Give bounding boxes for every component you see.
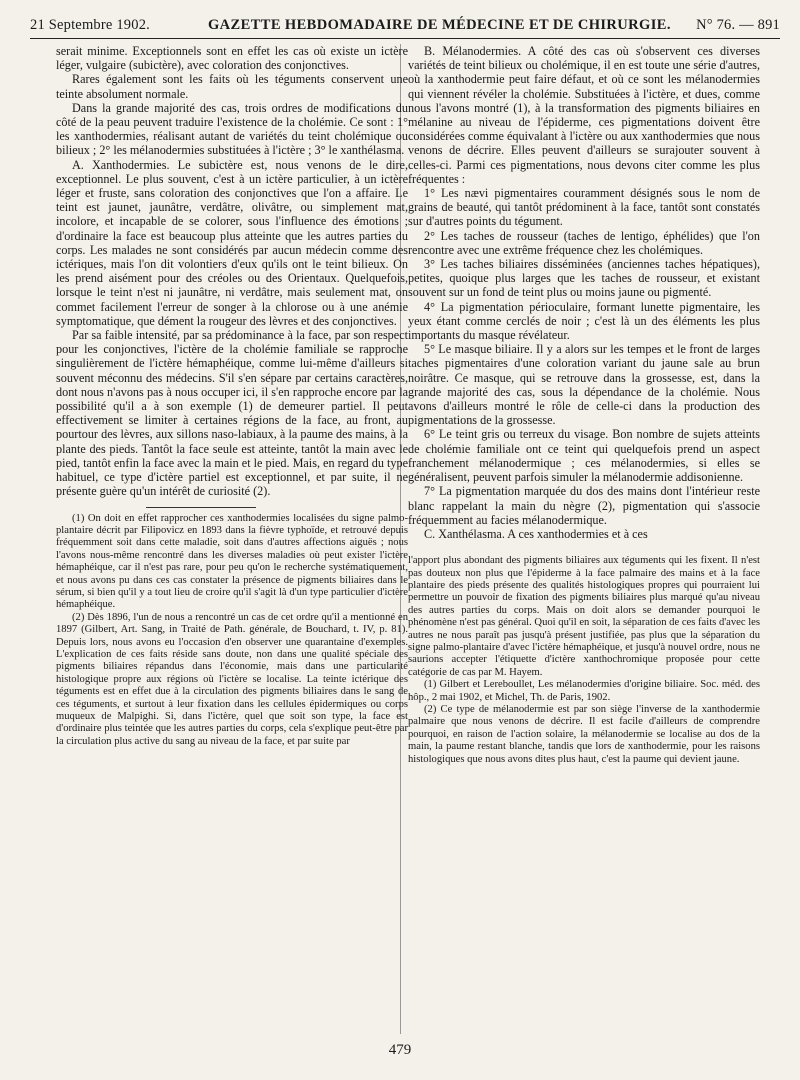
paragraph: A. Xanthodermies. Le subictère est, nous venons de le dire, exceptionnel. Le plus souvent, c'est à un ictère particulier, à un ictère léger et fruste, sans coloration des conjonctives que l'on a affaire. Le teint est jaunet, jaunâtre, verdâtre, olivâtre, ou simplement mat, incolore, et incapable de se colorer, sous l'influence des émotions ; d'ordinaire la face est beaucoup plus atteinte que les autres parties du corps. Les malades ne sont considérés par aucun médecin comme des ictériques, mais l'on dit volontiers d'eux qu'ils ont le teint bilieux. On les prend aisément pour des créoles ou des Orientaux. Quelquefois, lorsque le teint n'est ni jaunâtre, ni verdâtre, mais seulement mat, on commet facilement l'erreur de songer à la chlorose ou à une anémie symptomatique, que dément la rougeur des lèvres et des conjonctives.	[56, 157, 408, 328]
footnotes	[56, 513, 408, 749]
footnote: l'apport plus abondant des pigments biliaires aux téguments qui les fixent. Il n'est pas douteux non plus que l'épiderme à la face palmaire des mains et à la face plantaire des pieds présente des qualités histologiques propres qui pourraient lui permettre un pouvoir de fixation des pigments biliaires plus marqué qu'au niveau des autres parties du corps. Mais on doit alors se demander pourquoi le phénomène n'est pas général. Quoi qu'il en soit, la séparation de ces faits d'avec les autres ne nous paraît pas jusqu'à présent justifiée, pas plus que la séparation du signe palmo-plantaire d'avec l'ictère hémaphéique, et jusqu'à nouvel ordre, nous ne saurions accepter l'étiquette d'ictère xanthochromique proposée pour cette catégorie de cas par M. Hayem.	[408, 555, 760, 678]
paragraph: 1° Les nævi pigmentaires couramment désignés sous le nom de grains de beauté, qui tantôt prédominent à la face, tantôt sont constatés sur d'autres points du tégument.	[408, 186, 760, 229]
paragraph: C. Xanthélasma. A ces xanthodermies et à ces	[424, 526, 648, 541]
footnote: (2) Dès 1896, l'un de nous a rencontré un cas de cet ordre qu'il a mentionné en 1897 (Gilbert, Art. Sang, in Traité de Path. générale, de Bouchard, t. IV, p. 81). Depuis lors, nous avons eu l'occasion d'en observer une quarantaine d'exemples. L'explication de ces faits réside sans doute, non dans une qualité spéciale des pigments biliaires répandus dans l'économie, mais dans une particularité histologique propre aux régions où l'ictère se localise. La teinte ictérique des téguments est en effet due à la circulation des pigments biliaires dans le sang de ces téguments, et surtout à leur fixation dans les cellules épidermiques ou corps muqueux de Malpighi. Si, dans l'ictère, quel que soit son type, la face est d'ordinaire plus teintée que les autres parties du corps, cela s'explique peut-être par la circulation plus active du sang au niveau de la face, et par suite par	[56, 611, 408, 747]
paragraph: Dans la grande majorité des cas, trois ordres de modifications du côté de la peau peuvent traduire l'existence de la cholémie. Ce sont : 1° les xanthodermies, réalisant autant de variétés du teint cholémique ou bilieux ; 2° les mélanodermies substituées à l'ictère ; 3° le xanthélasma.	[56, 100, 408, 158]
paragraph: 5° Le masque biliaire. Il y a alors sur les tempes et le front de larges taches pigmentaires d'une coloration variant du jaune sale au brun noirâtre. Ce masque, qui se retrouve dans la grossesse, est, dans la grande majorité des cas, sous la dépendance de la cholémie. Nous avons d'ailleurs montré le rôle de celle-ci dans la production des pigmentations de la grossesse.	[408, 342, 760, 428]
footnote-separator	[56, 499, 408, 513]
journal-title: GAZETTE HEBDOMADAIRE DE MÉDECINE ET DE CHIRURGIE.	[208, 17, 671, 33]
paragraph: 6° Le teint gris ou terreux du visage. Bon nombre de sujets atteints de cholémie familiale ont ce teint qui quelquefois prend un aspect franchement mélanodermique ; ces mélanodermies, si elles se généralisent, peuvent parfois simuler la mélanodermie addisonienne.	[408, 427, 760, 485]
right-column	[408, 44, 760, 766]
footnotes	[408, 555, 760, 766]
page-mark: 479	[388, 1042, 412, 1058]
issue-page-number: N° 76. — 891	[696, 17, 780, 33]
paragraph: 3° Les taches biliaires disséminées (anciennes taches hépatiques), petites, quoique plus larges que les taches de rousseur, et existant souvent sur un fond de teint plus ou moins jaune ou pigmenté.	[408, 257, 760, 300]
paragraph: B. Mélanodermies. A côté des cas où s'observent ces diverses variétés de teint bilieux ou cholémique, il en est toute une série d'autres, où la xanthodermie peut faire défaut, et où ce sont les mélanodermies qui viennent révéler la cholémie. Substituées à l'ictère, et dues, comme nous l'avons montré (1), à la transformation des pigments biliaires en mélanine au niveau de l'épiderme, ces pigmentations doivent être considérées comme équivalant à l'ictère ou aux xanthodermies que nous venons de décrire. Elles peuvent d'ailleurs se surajouter souvent à celles-ci. Parmi ces pigmentations, nous devons citer comme les plus fréquentes :	[408, 44, 760, 186]
paragraph: Par sa faible intensité, par sa prédominance à la face, par son respect pour les conjonctives, l'ictère de la cholémie familiale se rapproche singulièrement de l'ictère hémaphéique, comme lui-même d'ailleurs si souvent méconnu des médecins. S'il s'en sépare par certains caractères, dont nous n'avons pas à nous occuper ici, il s'en rapproche encore par la possibilité qu'il a à son exemple (1) de demeurer partiel. Il peut effectivement se limiter à certaines régions de la face, au front, au pourtour des lèvres, aux sillons naso-labiaux, à la paume des mains, à la plante des pieds. Tantôt la face seule est atteinte, tantôt la main avec le pied, tantôt enfin la face avec la main et le pied. Mais, en regard du type habituel, ce type d'ictère partiel est exceptionnel, et par suite, il ne présente guère qu'un intérêt de curiosité (2).	[56, 328, 408, 499]
footnote: (2) Ce type de mélanodermie est par son siège l'inverse de la xanthodermie palmaire que nous venons de décrire. Il est facile d'ailleurs de comprendre pourquoi, en raison de l'action solaire, la mélanodermie se localise au dos de la main, la paume restant blanche, tandis que lors de xanthodermie, pour les raisons histologiques que nous avons dites plus haut, c'est la paume qui devient jaune.	[408, 703, 760, 765]
left-column	[56, 44, 408, 748]
footnote: (1) Gilbert et Lereboullet, Les mélanodermies d'origine biliaire. Soc. méd. des hôp., 2 mai 1902, et Michel, Th. de Paris, 1902.	[408, 679, 760, 703]
header-date: 21 Septembre 1902.	[30, 17, 150, 33]
footnote: (1) On doit en effet rapprocher ces xanthodermies localisées du signe palmo-plantaire décrit par Filipovicz en 1893 dans la fièvre typhoïde, et retrouvé depuis fréquemment soit dans cette maladie, soit dans d'autres affections aiguës ; nous l'avons nous-même rencontré dans les diverses maladies où peut exister l'ictère hémaphéique, car il n'est pas rare, pour peu qu'on le recherche systématiquement, et nous avons pu dans ces cas constater la présence de pigments biliaires dans le sérum, si bien qu'il y a tout lieu de croire qu'il s'agit là d'un type particulier d'ictère hémaphéique.	[56, 512, 408, 611]
paragraph: serait minime. Exceptionnels sont en effet les cas où existe un ictère léger, vulgaire (subictère), avec coloration des conjonctives.	[56, 44, 408, 73]
paragraph: 4° La pigmentation périoculaire, formant lunette pigmentaire, les yeux étant comme cerclés de noir ; c'est là un des éléments les plus importants du masque révélateur.	[408, 299, 760, 343]
running-header	[30, 12, 780, 39]
paragraph: 2° Les taches de rousseur (taches de lentigo, éphélides) que l'on rencontre avec une extrême fréquence chez les cholémiques.	[408, 228, 760, 257]
footnote-gap	[408, 541, 760, 555]
paragraph: 7° La pigmentation marquée du dos des mains dont l'intérieur reste blanc rappelant la main du nègre (2), pigmentation qui s'associe fréquemment au facies mélanodermique.	[408, 484, 760, 527]
paragraph: Rares également sont les faits où les téguments conservent une teinte absolument normale.	[56, 72, 408, 101]
